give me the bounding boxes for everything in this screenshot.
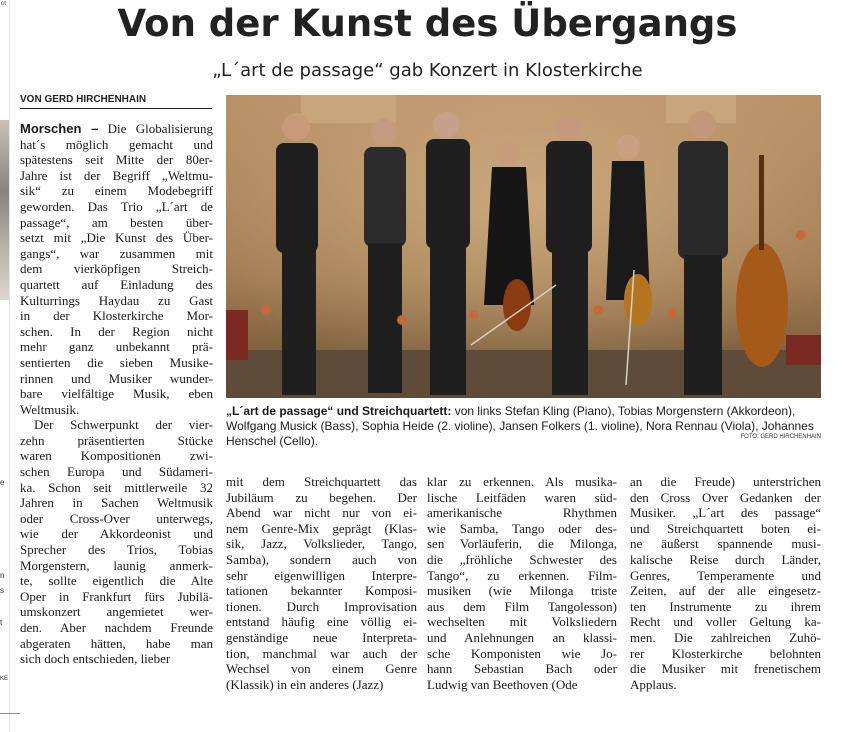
text-line: Samba), sondern auch von [226,551,417,567]
text-line: wie der Akkordeonist und [20,526,213,542]
text-line: Morgenstern, launig anmerk- [20,557,213,573]
text-line: ka. Schon seit mittlerweile 32 [20,479,213,495]
text-line: und Streichquartett boten ei- [630,520,821,536]
text-line: sik, Jazz, Volkslieder, Tango, [226,536,417,552]
text-line: aus dem Film Tangolesson) [427,598,617,614]
text-segment: Die Globalisierung [98,121,213,136]
article-column-4 [630,474,821,692]
adjacent-article-photo [0,120,9,300]
text-line: sik“ zu einem Modebegriff [20,183,213,199]
text-line: kalische Reise durch Länder, [630,551,821,567]
text-line: Musiker. „L´art des passage“ [630,505,821,521]
text-line: lische Leitfäden waren süd- [427,489,617,505]
text-line: Applaus. [630,676,677,692]
caption-text: von links Stefan Kling (Piano), Tobias Morgenstern (Akkordeon), Wolfgang Musick (Bass), Sophia Heide (2. violine), Jansen Folkers (1. violine), Nora Rennau (Viola), Johannes Henschel (Cello). [226,404,814,448]
text-line: musiken (wie Milonga triste [427,583,617,599]
strip-fragment: n [0,571,5,580]
dateline: Morschen – [20,121,99,136]
text-line: Jubiläum zu begehen. Der [226,489,417,505]
text-line: waren Kompositionen zwi- [20,448,213,464]
text-line: oder Cross-Over unterwegs, [20,510,213,526]
text-line: sentierten die sieben Musike- [20,354,213,370]
text-line [20,121,213,137]
text-line: an die Freude) unterstrichen [630,474,821,489]
text-line: mehr ganz unbekannt prä- [20,339,213,355]
text-line: Ludwig van Beethoven (Ode [427,676,578,692]
text-line: Recht und voller Geltung ka- [630,614,821,630]
text-line: die „fröhliche Schwester des [427,551,617,567]
text-line: umskonzert angemietet wer- [20,604,213,620]
text-line: hat´s möglich gemacht und [20,136,213,152]
text-line: Weltmusik. [20,401,80,417]
text-line: ne äußerst spannende musi- [630,536,821,552]
text-line: passage“, am besten über- [20,214,213,230]
text-line: Oper in Frankfurt fürs Jubilä- [20,588,213,604]
text-line: amerikanische Rhythmen [427,505,617,521]
text-line: dem vierköpfigen Streich- [20,261,213,277]
text-line: Jahren in Sachen Weltmusik [20,495,213,511]
article-column-2 [226,474,417,692]
photo-caption [226,404,823,449]
text-line: entstand häufig eine völlig ei- [226,614,417,630]
adjacent-article-strip [0,0,10,732]
text-line: abgeraten hätten, habe man [20,635,213,651]
text-line: hann Sebastian Bach oder [427,661,617,677]
text-line: quartett auf Einladung des [20,276,213,292]
text-line: wie Samba, Tango oder des- [427,520,617,536]
text-line: sich doch entschieden, lieber [20,651,171,667]
byline: VON GERD HIRCHENHAIN [20,94,212,109]
text-line: spätestens seit Mitte der 80er- [20,152,213,168]
text-line: mit dem Streichquartett das [226,474,417,489]
text-line: schen Europa und Südameri- [20,464,213,480]
text-line: klar zu erkennen. Als musika- [427,474,617,489]
divider-rule [0,713,20,714]
text-line: sen Vorläuferin, die Milonga, [427,536,617,552]
strip-tag: ot [1,1,7,7]
text-line: Sprecher des Trios, Tobias [20,542,213,558]
strip-fragment: s [0,586,4,595]
text-line: te, sollte eigentlich die Alte [20,573,213,589]
text-line: Genres, Temperamente und [630,567,821,583]
headline: Von der Kunst des Übergangs [117,2,738,45]
text-line: tion, manchmal war auch der [226,645,417,661]
text-line: gangs“, war zusammen mit [20,245,213,261]
text-line: schen. In der Region nicht [20,323,213,339]
text-line: den. Aber nachdem Freunde [20,620,213,635]
text-line: tationen bekannter Komposi- [226,583,417,599]
photo-credit: FOTO: GERD HIRCHENHAIN [740,434,821,440]
text-line: Abend war nicht nur von ei- [226,505,417,521]
text-line: genständige neue Interpreta- [226,629,417,645]
text-line: Kulturrings Haydau zu Gast [20,292,213,308]
text-line: in der Klosterkirche Mor- [20,308,213,324]
text-line: tionen. Durch Improvisation [226,598,417,614]
text-line: men. Die zahlreichen Zuhö- [630,629,821,645]
text-line: rinnen und Musiker wunder- [20,370,213,386]
text-line: sche Komponisten wie Jo- [427,645,617,661]
caption-lead: „L´art de passage“ und Streichquartett: [226,404,452,418]
text-line: nem Genre-Mix geprägt (Klas- [226,520,417,536]
text-line: geworden. Das Trio „L´art de [20,198,213,214]
text-line: setzt mit „Die Kunst des Über- [20,230,213,246]
text-line: den Cross Over Gedanken der [630,489,821,505]
text-line: zehn präsentierten Stücke [20,432,213,448]
article-column-3 [427,474,617,692]
text-line: und Anlehnungen an klassi- [427,629,617,645]
text-line: rer Klosterkirche belohnten [630,645,821,661]
text-line: wechselten mit Volksliedern [427,614,617,630]
article-column-1 [20,121,213,667]
strip-fragment: t [0,618,3,627]
text-line: Jahre ist der Begriff „Weltmu- [20,167,213,183]
text-line: ten Instrumente zu ihrem [630,598,821,614]
text-line: Wechsel von einem Genre [226,661,417,677]
text-line: sehr eigenwilligen Interpre- [226,567,417,583]
text-line: Der Schwerpunkt der vier- [34,417,213,433]
text-line: bare vielfältige Musik, eben [20,386,213,402]
text-line: Zeiten, auf der alle eingesetz- [630,583,821,599]
strip-fragment: KE [0,676,9,682]
subheadline: „L´art de passage“ gab Konzert in Klosterkirche [212,60,643,81]
text-line: (Klassik) in ein anderes (Jazz) [226,676,384,692]
strip-fragment: e [0,478,5,487]
text-line: die Musiker mit frenetischem [630,661,821,677]
concert-photo [226,95,821,398]
text-line: Tango“, zu erkennen. Film- [427,567,617,583]
